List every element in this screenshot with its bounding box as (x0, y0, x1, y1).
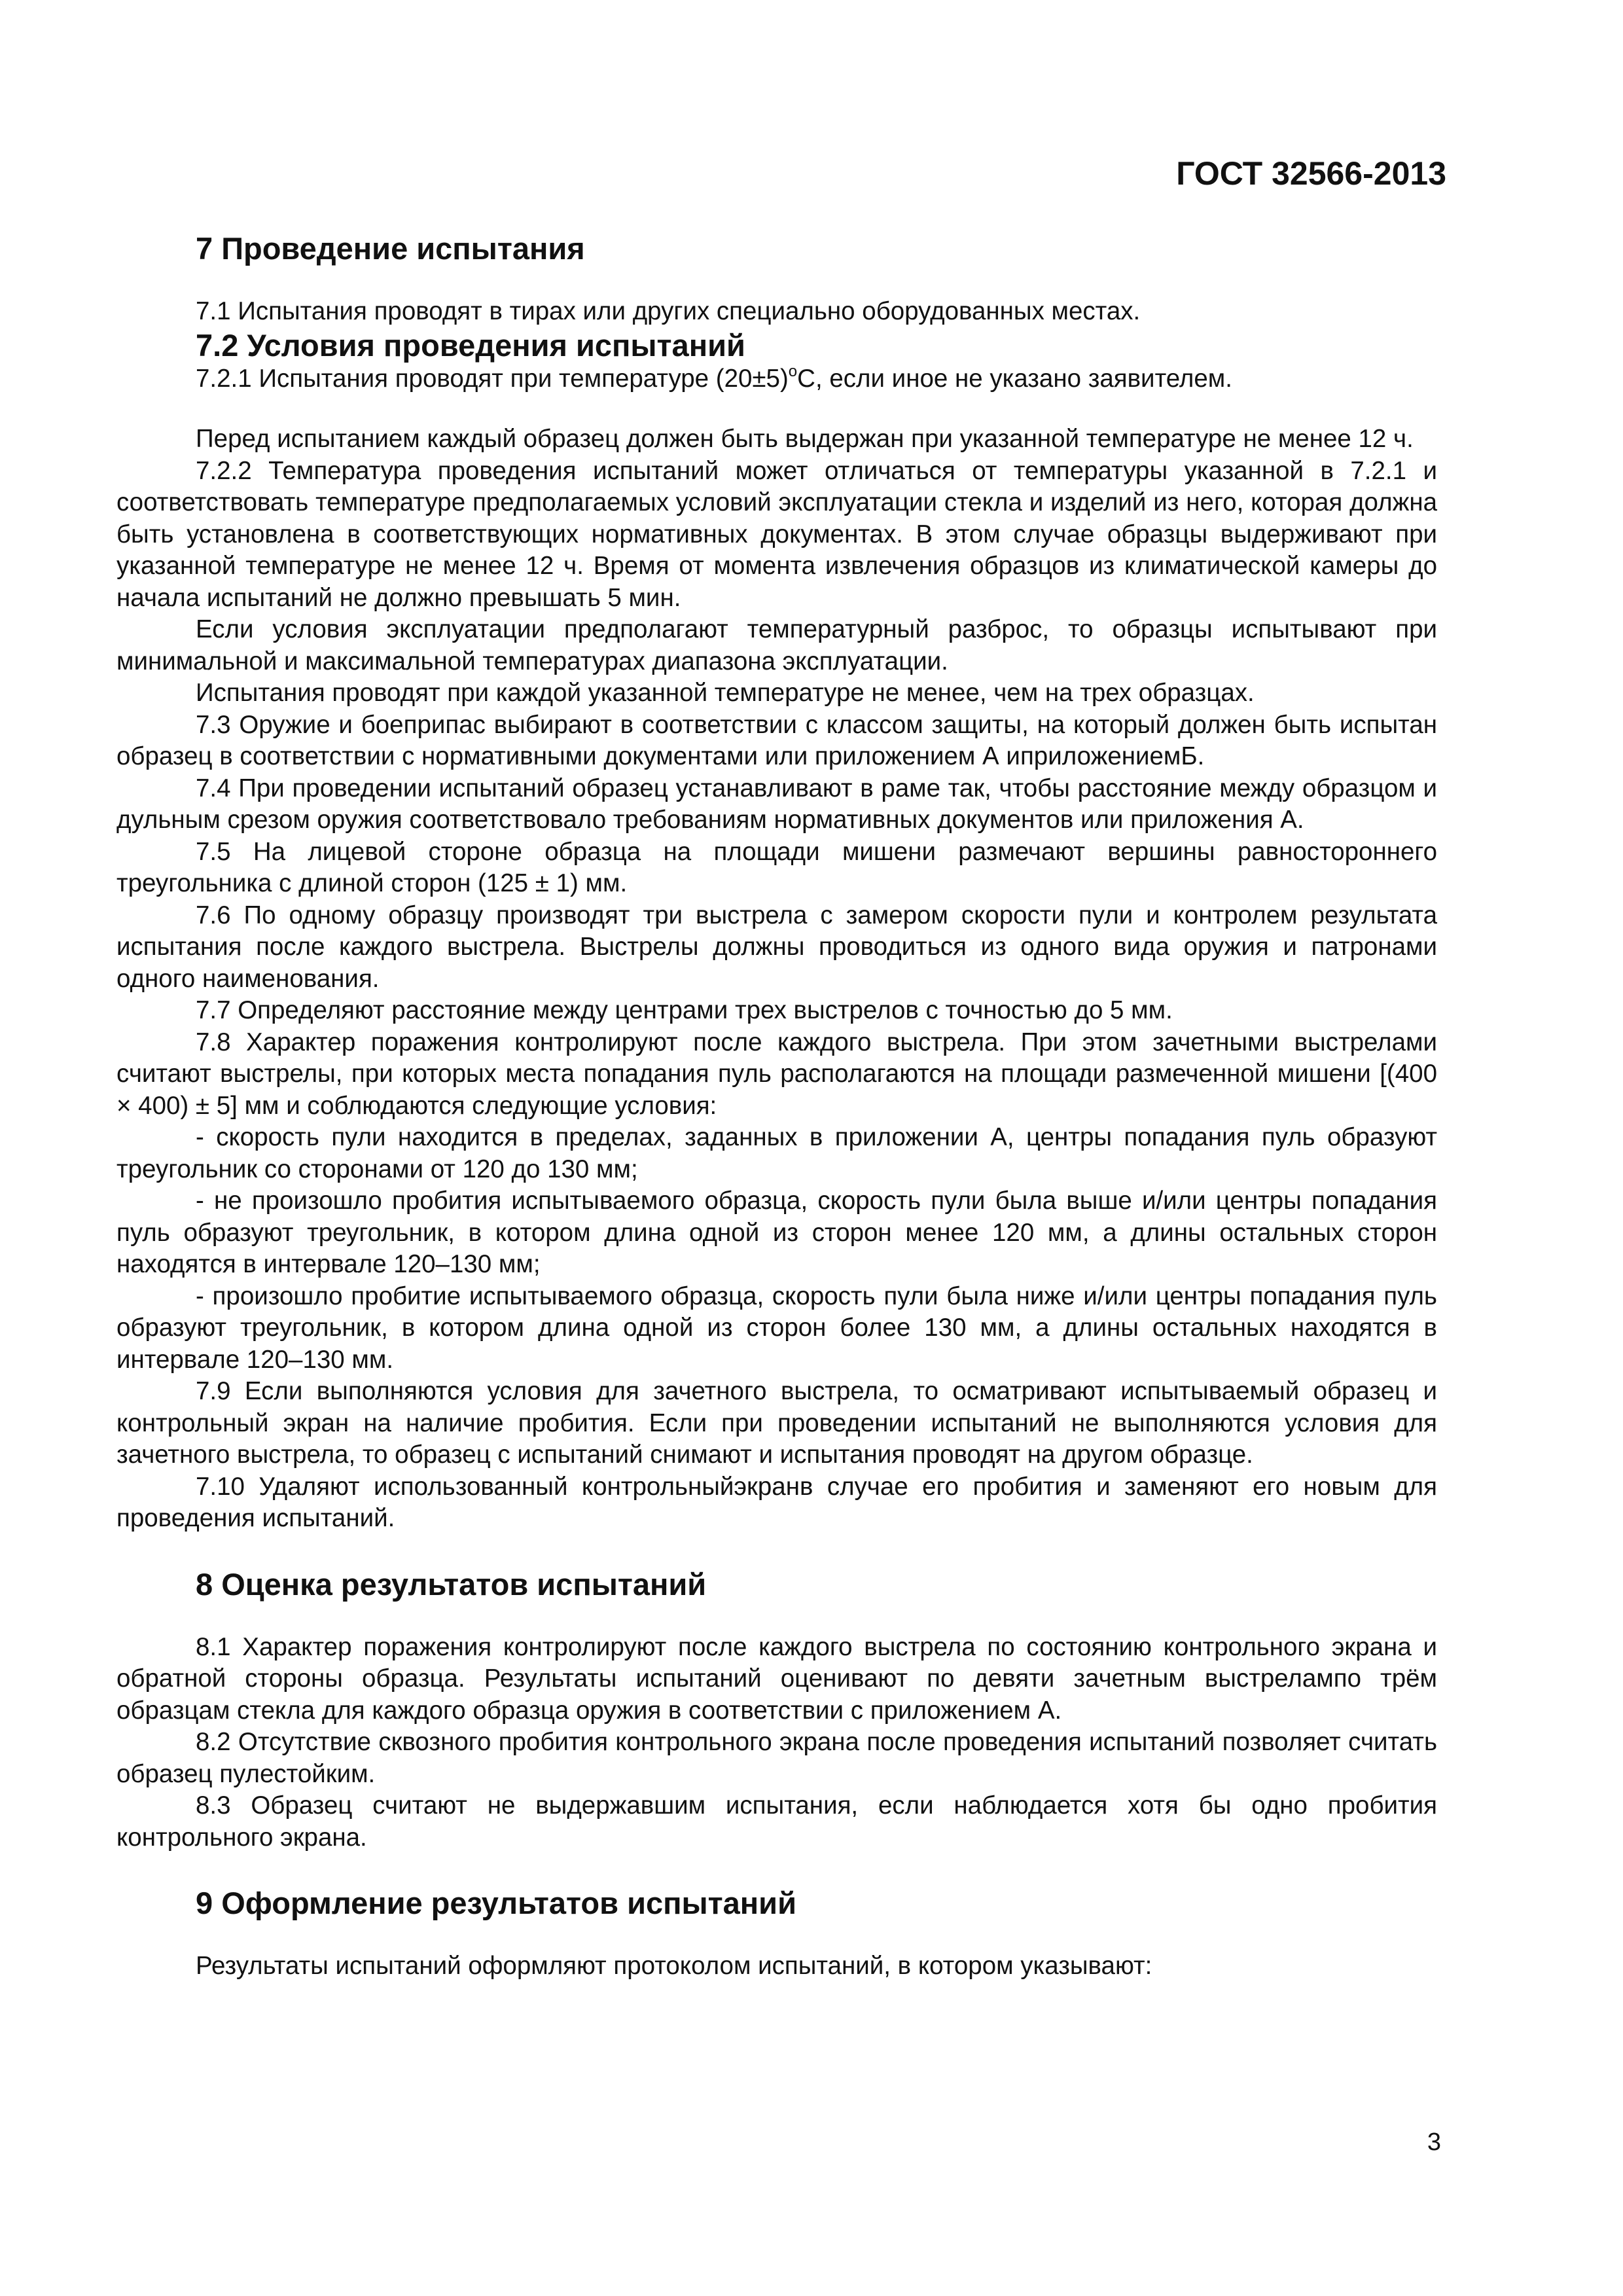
paragraph-7-2-1-text: 7.2.1 Испытания проводят при температуре (20±5) (196, 364, 789, 393)
paragraph-7-2-2: 7.2.2 Температура проведения испытаний может отличаться от температуры указанной в 7.2.1 и соответствовать температуре предполагаемых условий эксплуатации стекла и изделий из него, которая должна быть установлена в соответствующих нормативных документах. В этом случае образцы выдерживают при указанной температуре не менее 12 ч. Время от момента извлечения образцов из климатической камеры до начала испытаний не должно превышать 5 мин. (116, 456, 1437, 612)
standard-code: ГОСТ 32566-2013 (1176, 155, 1446, 192)
paragraph-7-9: 7.9 Если выполняются условия для зачетного выстрела, то осматривают испытываемый образец и контрольный экран на наличие пробития. Если при проведении испытаний не выполняются условия для зачетного выстрела, то образец с испытаний снимают и испытания проводят на другом образце. (116, 1377, 1437, 1469)
paragraph-7-6: 7.6 По одному образцу производят три выстрела с замером скорости пули и контролем результата испытания после каждого выстрела. Выстрелы должны проводиться из одного вида оружия и патронами одного наименования. (116, 901, 1437, 993)
page-content (116, 229, 1437, 1982)
paragraph-8-2: 8.2 Отсутствие сквозного пробития контрольного экрана после проведения испытаний позволяет считать образец пулестойким. (116, 1728, 1437, 1788)
paragraph-8-1: 8.1 Характер поражения контролируют после каждого выстрела по состоянию контрольного экрана и обратной стороны образца. Результаты испытаний оценивают по девяти зачетным выстрелампо трём образцам стекла для каждого образца оружия в соответствии с приложением А. (116, 1632, 1437, 1725)
list-item: - скорость пули находится в пределах, заданных в приложении А, центры попадания пуль образуют треугольник со сторонами от 120 до 130 мм; (116, 1123, 1437, 1183)
page-number: 3 (1427, 2128, 1441, 2156)
paragraph-7-7: 7.7 Определяют расстояние между центрами трех выстрелов с точностью до 5 мм. (196, 996, 1173, 1024)
section-7-title: 7 Проведение испытания (196, 231, 585, 266)
paragraph-7-5: 7.5 На лицевой стороне образца на площади мишени размечают вершины равностороннего треугольника с длиной сторон (125 ± 1) мм. (116, 837, 1437, 897)
paragraph-7-3: 7.3 Оружие и боеприпас выбирают в соответствии с классом защиты, на который должен быть испытан образец в соответствии с нормативными документами или приложением А иприложениемБ. (116, 710, 1437, 770)
section-9-title: 9 Оформление результатов испытаний (196, 1886, 796, 1920)
paragraph-7-10: 7.10 Удаляют использованный контрольныйэкранв случае его пробития и заменяют его новым для проведения испытаний. (116, 1472, 1437, 1532)
paragraph-7-2-1 (116, 363, 1437, 395)
paragraph-7-8: 7.8 Характер поражения контролируют после каждого выстрела. При этом зачетными выстрелами считают выстрелы, при которых места попадания пуль располагаются на площади размеченной мишени [(400 × 400) ± 5] мм и соблюдаются следующие условия: (116, 1028, 1437, 1120)
section-8-title: 8 Оценка результатов испытаний (196, 1566, 707, 1602)
degree-sign: o (788, 362, 798, 380)
list-item: - произошло пробитие испытываемого образца, скорость пули была ниже и/или центры попадания пуль образуют треугольник, в котором длина одной из сторон более 130 мм, а длины остальных находятся в интервале 120–130 мм. (116, 1282, 1437, 1374)
paragraph-7-4: 7.4 При проведении испытаний образец устанавливают в раме так, чтобы расстояние между образцом и дульным срезом оружия соответствовало требованиям нормативных документов или приложения А. (116, 774, 1437, 834)
paragraph-each-temperature: Испытания проводят при каждой указанной температуре не менее, чем на трех образцах. (196, 679, 1255, 707)
paragraph-before-test: Перед испытанием каждый образец должен быть выдержан при указанной температуре не менее 12 ч. (196, 425, 1414, 453)
subsection-7-2-title: 7.2 Условия проведения испытаний (196, 327, 745, 363)
list-item: - не произошло пробития испытываемого образца, скорость пули была выше и/или центры попадания пуль образуют треугольник, в котором длина одной из сторон менее 120 мм, а длины остальных сторон находятся в интервале 120–130 мм; (116, 1187, 1437, 1278)
paragraph-7-2-1-text-end: С, если иное не указано заявителем. (797, 364, 1232, 393)
paragraph-8-3: 8.3 Образец считают не выдержавшим испытания, если наблюдается хотя бы одно пробития контрольного экрана. (116, 1791, 1437, 1852)
paragraph-results-intro: Результаты испытаний оформляют протоколом испытаний, в котором указывают: (196, 1952, 1152, 1980)
paragraph-7-1: 7.1 Испытания проводят в тирах или других специально оборудованных местах. (196, 297, 1141, 325)
paragraph-operating-conditions: Если условия эксплуатации предполагают температурный разброс, то образцы испытывают при минимальной и максимальной температурах диапазона эксплуатации. (116, 615, 1437, 675)
